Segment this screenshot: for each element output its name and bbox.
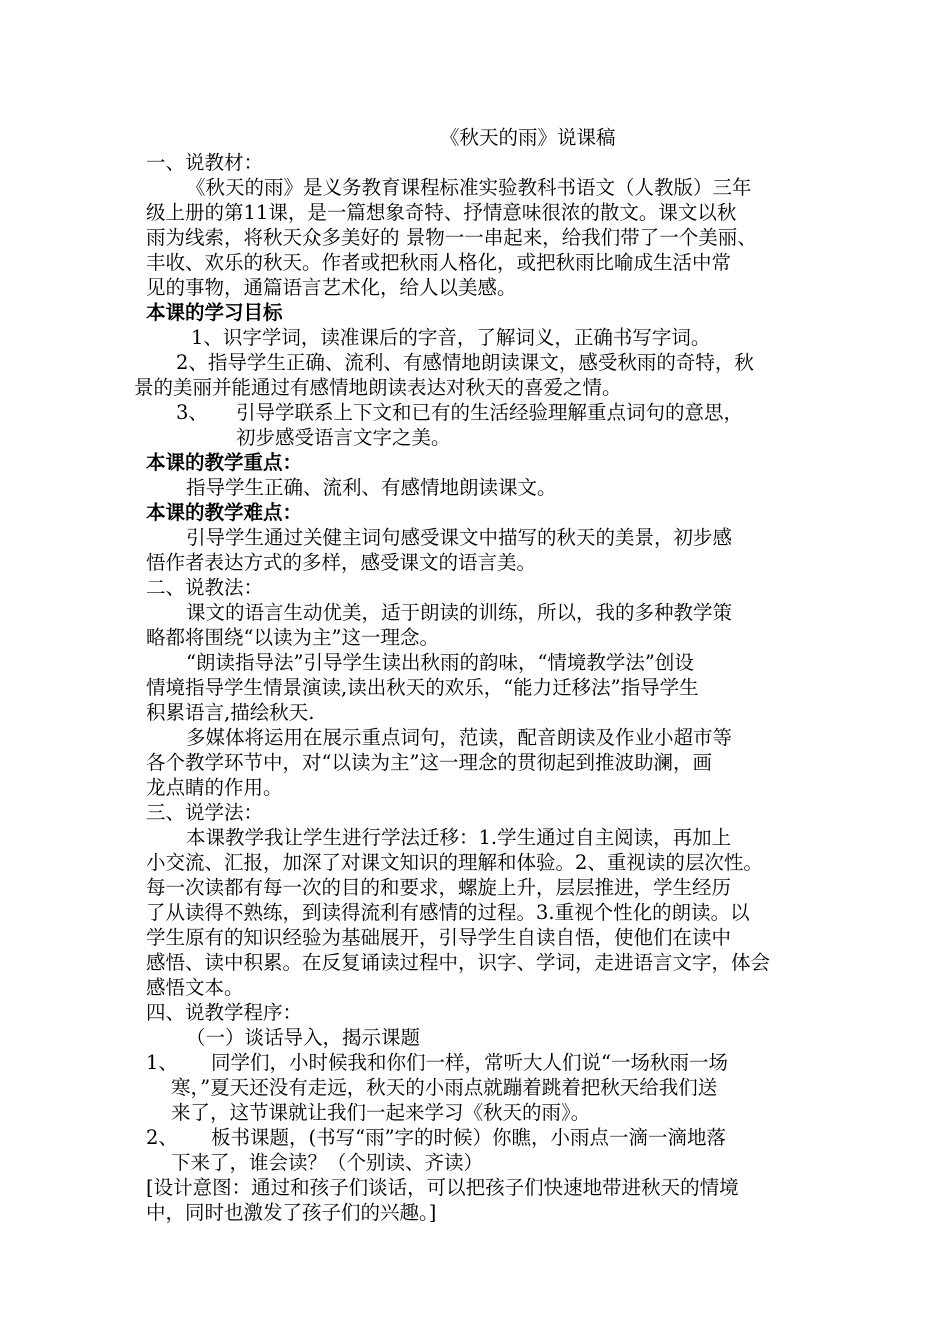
goal-2-line: 2、指导学生正确、流利、有感情地朗读课文，感受秋雨的奇特，秋 (176, 351, 754, 374)
intro-line: 见的事物，通篇语言艺术化，给人以美感。 (146, 276, 517, 299)
difficulty-line: 引导学生通过关健主词句感受课文中描写的秋天的美景，初步感 (186, 526, 733, 549)
goal-3-line: 引导学联系上下文和已有的生活经验理解重点词句的意思， (236, 401, 744, 424)
method-line: 略都将围绕“以读为主”这一理念。 (146, 626, 439, 649)
goal-2-line: 景的美丽并能通过有感情地朗读表达对秋天的喜爱之情。 (134, 376, 622, 399)
intro-line: 《秋天的雨》是义务教育课程标准实验教科书语文（人教版）三年 (186, 176, 752, 199)
study-line: 本课教学我让学生进行学法迁移：1.学生通过自主阅读，再加上 (186, 826, 732, 849)
intro-line: 丰收、欢乐的秋天。作者或把秋雨人格化，或把秋雨比喻成生活中常 (146, 251, 732, 274)
item-number: 2、 (146, 1126, 178, 1149)
section-heading-1: 一、说教材： (146, 151, 264, 174)
study-line: 每一次读都有每一次的目的和要求，螺旋上升，层层推进，学生经历 (146, 876, 732, 899)
method-line: 积累语言,描绘秋天. (146, 701, 315, 724)
difficulty-line: 悟作者表达方式的多样，感受课文的语言美。 (146, 551, 537, 574)
method-line: 各个教学环节中，对“以读为主”这一理念的贯彻起到推波助澜，画 (146, 751, 712, 774)
difficulty-heading: 本课的教学难点： (146, 501, 303, 524)
design-line: [设计意图：通过和孩子们谈话，可以把孩子们快速地带进秋天的情境 (146, 1176, 739, 1199)
section-heading-2: 二、说教法： (146, 576, 264, 599)
method-line: 龙点睛的作用。 (146, 776, 283, 799)
goals-heading: 本课的学习目标 (146, 301, 283, 324)
goal-3-number: 3、 (176, 401, 208, 424)
section-heading-3: 三、说学法： (146, 801, 264, 824)
page-title: 《秋天的雨》说课稿 (440, 126, 616, 149)
method-line: 情境指导学生情景演读,读出秋天的欢乐，“能力迁移法”指导学生 (146, 676, 699, 699)
study-line: 小交流、汇报，加深了对课文知识的理解和体验。2、重视读的层次性。 (146, 851, 763, 874)
item-line: 寒，”夏天还没有走远，秋天的小雨点就蹦着跳着把秋天给我们送 (171, 1076, 718, 1099)
item-line: 下来了，谁会读？（个别读、齐读） (171, 1151, 484, 1174)
method-line: “朗读指导法”引导学生读出秋雨的韵味，“情境教学法”创设 (186, 651, 694, 674)
study-line: 了从读得不熟练，到读得流利有感情的过程。3.重视个性化的朗读。以 (146, 901, 750, 924)
study-line: 学生原有的知识经验为基础展开，引导学生自读自悟，使他们在读中 (146, 926, 732, 949)
item-line: 来了，这节课就让我们一起来学习《秋天的雨》。 (171, 1101, 591, 1124)
intro-line: 雨为线索，将秋天众多美好的 景物一一串起来，给我们带了一个美丽、 (146, 226, 757, 249)
section-heading-4: 四、说教学程序： (146, 1001, 303, 1024)
study-line: 感悟文本。 (146, 976, 244, 999)
goal-1: 1、识字学词，读准课后的字音，了解词义，正确书写字词。 (191, 326, 711, 349)
subsection-heading: （一）谈话导入，揭示课题 (186, 1026, 421, 1049)
item-line: 板书课题，(书写“雨”字的时候）你瞧，小雨点一滴一滴地落 (211, 1126, 727, 1149)
key-point: 指导学生正确、流利、有感情地朗读课文。 (186, 476, 557, 499)
item-line: 同学们，小时候我和你们一样，常听大人们说“一场秋雨一场 (211, 1051, 728, 1074)
design-line: 中，同时也激发了孩子们的兴趣。] (146, 1201, 437, 1224)
intro-line: 级上册的第11课，是一篇想象奇特、抒情意味很浓的散文。课文以秋 (146, 201, 737, 224)
key-heading: 本课的教学重点： (146, 451, 303, 474)
item-number: 1、 (146, 1051, 178, 1074)
method-line: 多媒体将运用在展示重点词句，范读，配音朗读及作业小超市等 (186, 726, 733, 749)
goal-3-line: 初步感受语言文字之美。 (236, 426, 451, 449)
study-line: 感悟、读中积累。在反复诵读过程中，识字、学词，走进语言文字，体会 (146, 951, 771, 974)
method-line: 课文的语言生动优美，适于朗读的训练，所以，我的多种教学策 (186, 601, 733, 624)
